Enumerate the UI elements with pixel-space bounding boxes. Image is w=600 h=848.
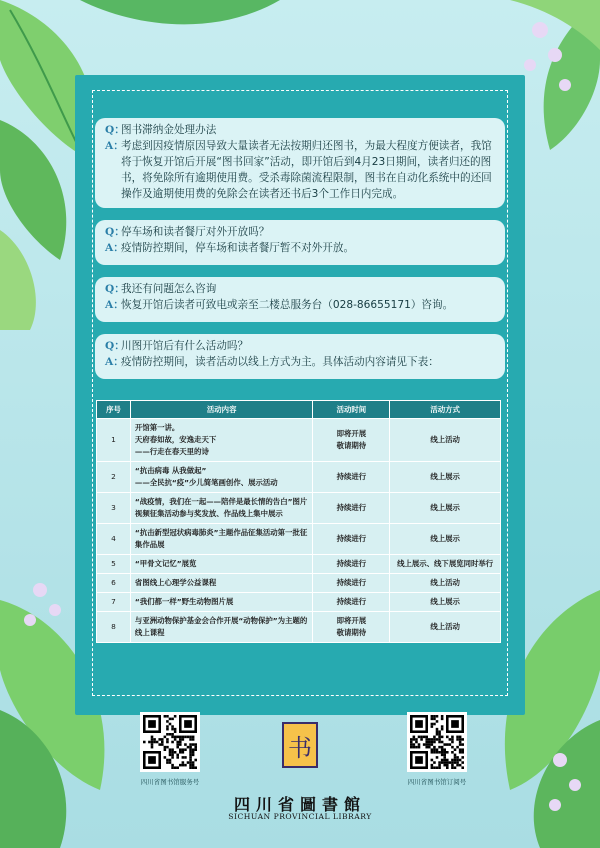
- answer-text: 考虑到因疫情原因导致大量读者无法按期归还图书，为最大程度方便读者，我馆将于恢复开馆后开展“图书回家”活动，即开馆后到4月23日期间，读者归还的图书，将免除所有逾期使用费。受杀毒除菌流程限制，图书在自动化系统中的还回操作及逾期使用费的免除会在读者还书后3个工作日内完成。: [121, 140, 492, 200]
- qr-code-icon: [410, 715, 464, 769]
- library-name-english: SICHUAN PROVINCIAL LIBRARY: [228, 812, 372, 821]
- q-label: Q：: [105, 124, 125, 136]
- row-number: 2: [97, 462, 131, 493]
- row-number: 4: [97, 524, 131, 555]
- row-number: 3: [97, 493, 131, 524]
- row-content: 省图线上心理学公益课程: [130, 574, 313, 593]
- leaf-decoration-top-center: [80, 0, 280, 40]
- answer-text: 疫情防控期间，读者活动以线上方式为主。具体活动内容请见下表：: [121, 356, 439, 368]
- row-time: 持续进行: [313, 593, 390, 612]
- row-mode: 线上活动: [390, 612, 501, 643]
- row-time: 持续进行: [313, 574, 390, 593]
- row-time: 持续进行: [313, 555, 390, 574]
- answer-text: 疫情防控期间，停车场和读者餐厅暂不对外开放。: [121, 242, 355, 254]
- table-row: [97, 524, 501, 555]
- row-mode: 线上活动: [390, 574, 501, 593]
- row-content: “战疫情，我们在一起——陪伴是最长情的告白”图片视频征集活动参与奖发放、作品线上集中展示: [130, 493, 313, 524]
- a-label: A：: [105, 242, 124, 254]
- qr-right-caption: 四川省图书馆订阅号: [407, 778, 467, 786]
- header-mode: 活动方式: [390, 401, 501, 419]
- row-time: 即将开展 敬请期待: [313, 612, 390, 643]
- qa-item-consult: [95, 277, 505, 322]
- a-label: A：: [105, 356, 124, 368]
- row-number: 7: [97, 593, 131, 612]
- qr-code-subscription-account: [407, 712, 467, 772]
- row-mode: 线上展示: [390, 462, 501, 493]
- row-mode: 线上活动: [390, 419, 501, 462]
- table-row: [97, 555, 501, 574]
- activity-table: [96, 400, 501, 643]
- row-time: 即将开展 敬请期待: [313, 419, 390, 462]
- row-number: 1: [97, 419, 131, 462]
- header-number: 序号: [97, 401, 131, 419]
- table-row: [97, 574, 501, 593]
- row-content: “甲骨文记忆”展览: [130, 555, 313, 574]
- row-number: 8: [97, 612, 131, 643]
- row-content: 与亚洲动物保护基金会合作开展“动物保护”为主题的线上课程: [130, 612, 313, 643]
- table-row: [97, 462, 501, 493]
- row-number: 5: [97, 555, 131, 574]
- table-row: [97, 419, 501, 462]
- row-mode: 线上展示: [390, 593, 501, 612]
- row-time: 持续进行: [313, 462, 390, 493]
- row-mode: 线上展示: [390, 493, 501, 524]
- row-content: “我们都一样”野生动物图片展: [130, 593, 313, 612]
- row-content: 开馆第一讲。 天府春如故，安逸走天下 ——行走在春天里的诗: [130, 419, 313, 462]
- table-row: [97, 612, 501, 643]
- a-label: A：: [105, 140, 124, 152]
- question-text: 我还有问题怎么咨询: [121, 283, 217, 295]
- qr-left-caption: 四川省图书馆服务号: [140, 778, 200, 786]
- table-row: [97, 593, 501, 612]
- header-content: 活动内容: [130, 401, 313, 419]
- q-label: Q：: [105, 283, 125, 295]
- row-number: 6: [97, 574, 131, 593]
- qr-code-service-account: [140, 712, 200, 772]
- row-mode: 线上展示: [390, 524, 501, 555]
- row-mode: 线上展示、线下展览同时举行: [390, 555, 501, 574]
- q-label: Q：: [105, 340, 125, 352]
- question-text: 停车场和读者餐厅对外开放吗？: [121, 226, 270, 238]
- row-time: 持续进行: [313, 524, 390, 555]
- row-content: “抗击新型冠状病毒肺炎”主题作品征集活动第一批征集作品展: [130, 524, 313, 555]
- row-content: “抗击病毒 从我做起” ——全民抗“疫”少儿简笔画创作、展示活动: [130, 462, 313, 493]
- qr-code-icon: [143, 715, 197, 769]
- table-header-row: [97, 401, 501, 419]
- question-text: 图书滞纳金处理办法: [121, 124, 217, 136]
- qa-item-late-fee: [95, 118, 505, 208]
- table-row: [97, 493, 501, 524]
- qa-item-parking: [95, 220, 505, 265]
- question-text: 川图开馆后有什么活动吗？: [121, 340, 249, 352]
- seal-char: 书: [288, 733, 312, 762]
- library-seal-logo: [282, 722, 318, 768]
- header-time: 活动时间: [313, 401, 390, 419]
- library-name: 四川省圖書館: [233, 795, 366, 814]
- qa-item-activities: [95, 334, 505, 379]
- a-label: A：: [105, 299, 124, 311]
- answer-text: 恢复开馆后读者可致电或亲至二楼总服务台（028-86655171）咨询。: [121, 299, 454, 311]
- q-label: Q：: [105, 226, 125, 238]
- row-time: 持续进行: [313, 493, 390, 524]
